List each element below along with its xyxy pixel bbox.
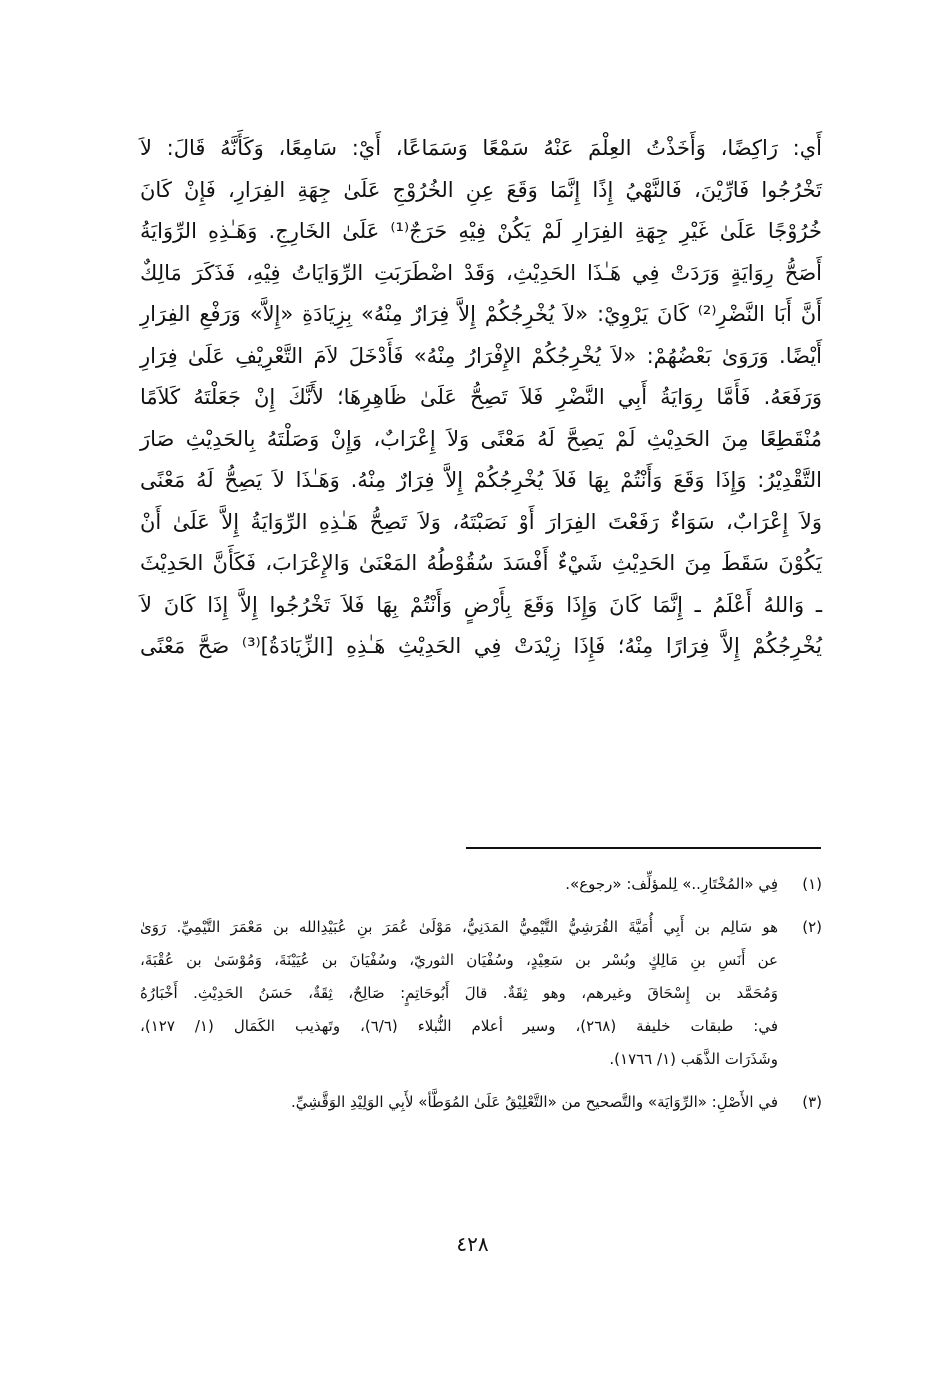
text-line: أَصَحُّ رِوَايَةٍ وَرَدَتْ فِي هَـٰذَا الحَدِيْثِ، وَقَدْ اضْطَرَبَتِ الرِّوَايَاتُ فِيْهِ، فَذَكَرَ مَالِكٌ bbox=[140, 260, 822, 285]
text-line: تَخْرُجُوا فَارِّيْنَ، فَالنَّهْيُ إِذًا إِنَّمَا وَقَعَ عِنِ الخُرُوْجِ عَلَىٰ جِهَةِ الفِرَارِ، فَإِنْ كَانَ bbox=[140, 177, 822, 202]
footnotes bbox=[140, 868, 822, 1119]
footnote-number: (٣) bbox=[802, 1093, 822, 1111]
page-number: ٤٢٨ bbox=[456, 1232, 489, 1256]
footnote-line: فِي «المُخْتَارِ..» لِلمؤلِّف: «رجوع». bbox=[565, 875, 778, 893]
footnote-line: في: طبقات خليفة (٢٦٨)، وسير أعلام النُّبلاء (٦/٦)، وتَهذيب الكَمَال (١/ ١٢٧)، bbox=[140, 1017, 778, 1035]
footnote-line: هو سَالِم بن أَبِي أُمَيَّةَ القُرَشِيُّ التَّيْمِيُّ المَدَنِيُّ، مَوْلَىٰ عُمَرَ بنِ عُبَيْدِالله بن مَعْمَرَ التَّيْمِيِّ. رَوَىٰ bbox=[140, 918, 778, 936]
footnote-divider bbox=[466, 847, 821, 849]
text-line: أَي: رَاكِضًا، وَأَخَذْتُ العِلْمَ عَنْهُ سَمْعًا وَسَمَاعًا، أَيْ: سَامِعًا، وَكَأَنَّهُ قَالَ: لاَ bbox=[140, 136, 822, 160]
footnote-line: وَمُحَمَّد بن إِسْحَاقَ وغيرهم، وهو ثِقَةٌ. قالَ أَبُوحَاتِمٍ: صَالِحٌ، ثِقَةٌ، حَسَنُ الحَدِيْثِ. أَخْبَارُهُ bbox=[140, 984, 778, 1002]
text-line: التَّقْدِيْرُ: وَإِذَا وَقَعَ وَأَنْتُمْ بِهَا فَلاَ يُخْرِجُكُمْ إِلاَّ فِرَارٌ مِنْهُ. وَهَـٰذَا لاَ يَصِحُّ لَهُ مَعْنًى bbox=[140, 468, 822, 492]
footnote-number: (١) bbox=[802, 875, 822, 893]
footnote-line: عن أَنَسِ بنِ مَالِكٍ وبُسْر بن سَعِيْدٍ، وسُفْيَان الثوريّ، وسُفْيَانَ بن عُيَيْنَةَ، وَمُوْسَىٰ بن عُقْبَةَ، bbox=[140, 951, 778, 969]
footnote-line: في الأَصْلِ: «الرِّوَايَة» والتَّصحيح من «التَّعْلِيْقُ عَلَىٰ المُوَطَّأ» لأَبِي الوَلِيْدِ الوَقَّشِيِّ. bbox=[290, 1093, 778, 1111]
text-line: يَكُوْنَ سَقَطَ مِنَ الحَدِيْثِ شَيْءٌ أَفْسَدَ سُقُوْطُهُ المَعْنَىٰ وَالإِعْرَابَ، فَكَأَنَّ الحَدِيْثَ bbox=[140, 551, 822, 575]
footnote bbox=[140, 868, 822, 901]
footnote-number: (٢) bbox=[802, 918, 822, 936]
text-line: أَيْضًا. وَرَوَىٰ بَعْضُهُمْ: «لاَ يُخْرِجُكُمْ الإِفْرَارُ مِنْهُ» فَأَدْخَلَ لاَمَ التَّعْرِيْفِ عَلَىٰ فِرَارِ bbox=[140, 343, 822, 368]
text-line: ـ وَاللهُ أَعْلَمُ ـ إِنَّمَا كَانَ وَإِذَا وَقَعَ بِأَرْضٍ وَأَنْتُمْ بِهَا فَلاَ تَخْرُجُوا إِلاَّ إِذَا كَانَ لاَ bbox=[140, 592, 822, 617]
text-line: وَرَفَعَهُ. فَأَمَّا رِوَايَةُ أَبِي النَّضْرِ فَلاَ تَصِحُّ عَلَىٰ ظَاهِرِهَا؛ لأَنَّكَ إِنْ جَعَلْتَهُ كَلاَمًا bbox=[140, 385, 822, 409]
text-line: يُخْرِجُكُمْ إِلاَّ فِرَارًا مِنْهُ؛ فَإِذَا زِيْدَتْ فِي الحَدِيْثِ هَـٰذِهِ [الزِّيَادَةُ]⁽³⁾ صَحَّ مَعْنًى bbox=[140, 634, 822, 658]
text-line: مُنْقَطِعًا مِنَ الحَدِيْثِ لَمْ يَصِحَّ لَهُ مَعْنًى وَلاَ إِعْرَابٌ، وَإِنْ وَصَلْتَهُ بِالحَدِيْثِ صَارَ bbox=[140, 426, 822, 451]
footnote bbox=[140, 1086, 822, 1119]
main-text bbox=[140, 128, 822, 668]
text-line: وَلاَ إِعْرَابٌ، سَوَاءٌ رَفَعْتَ الفِرَارَ أَوْ نَصَبْتَهُ، وَلاَ تَصِحُّ هَـٰذِهِ الرِّوَايَةُ إِلاَّ عَلَىٰ أَنْ bbox=[140, 509, 822, 534]
text-line: أَنَّ أَبَا النَّضْرِ⁽²⁾ كَانَ يَرْوِيْ: «لاَ يُخْرِجُكُمْ إِلاَّ فِرَارٌ مِنْهُ» بِزِيَادَةِ «إِلاَّ» وَرَفْعِ الفِرَارِ bbox=[140, 302, 822, 326]
text-line: خُرُوْجًا عَلَىٰ غَيْرِ جِهَةِ الفِرَارِ لَمْ يَكُنْ فِيْهِ حَرَجٌ⁽¹⁾ عَلَىٰ الخَارِجِ. وَهَـٰذِهِ الرِّوَايَةُ bbox=[140, 219, 822, 243]
footnote bbox=[140, 911, 822, 1076]
footnote-line: وشَذَرَات الذَّهَب (١/ ١٧٦٦). bbox=[609, 1050, 778, 1068]
